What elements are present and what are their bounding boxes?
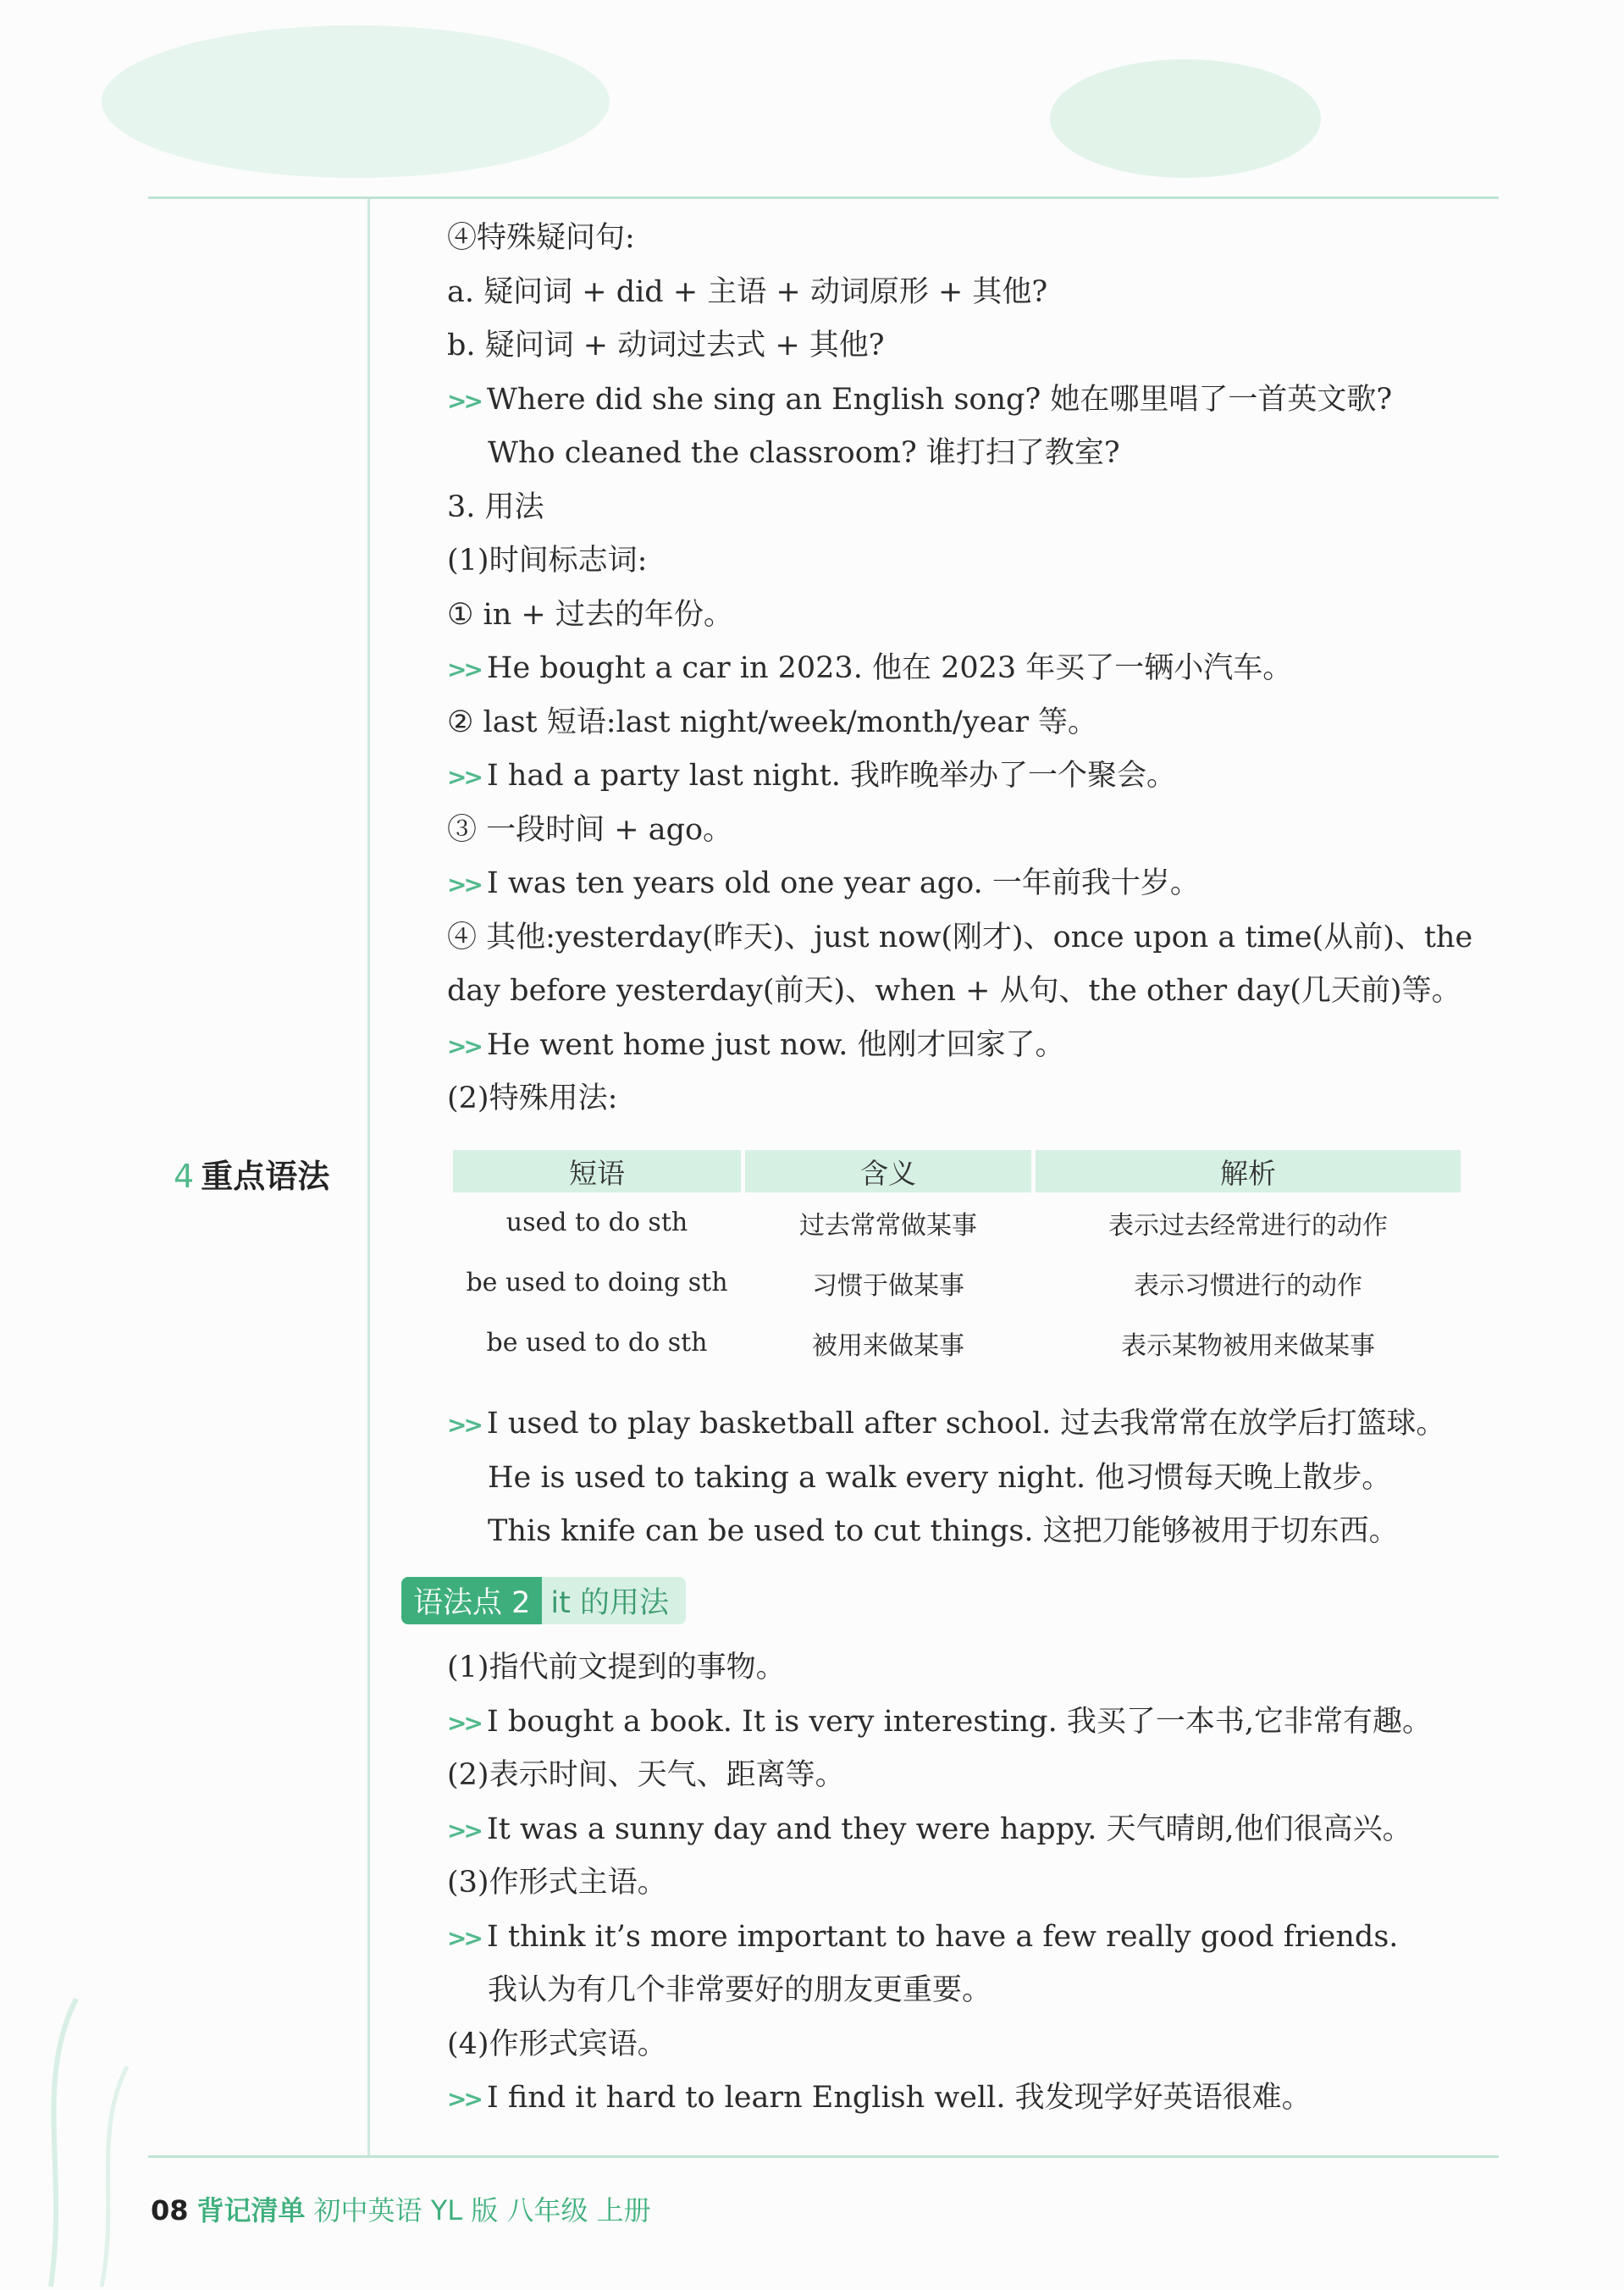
line-text: I think it’s more important to have a few really good friends. bbox=[486, 1919, 1399, 1954]
example-line bbox=[447, 1026, 1065, 1066]
example-arrow-icon: >> bbox=[447, 655, 480, 683]
line-text: I was ten years old one year ago. 一年前我十岁。 bbox=[486, 866, 1200, 900]
example-arrow-icon: >> bbox=[447, 1816, 480, 1845]
table-row bbox=[453, 1313, 1461, 1373]
line-text: I used to play basketball after school. 过去我常常在放学后打篮球。 bbox=[486, 1407, 1446, 1441]
example-line bbox=[447, 1702, 1432, 1743]
line-text: 3. 用法 bbox=[447, 490, 544, 524]
header-rule bbox=[148, 196, 1499, 199]
text-line bbox=[447, 488, 544, 527]
grammar-point-badge: 语法点 2 bbox=[401, 1577, 542, 1624]
sidebar-divider bbox=[367, 199, 370, 2155]
series-name: 背记清单 bbox=[196, 2194, 306, 2226]
line-text: 我认为有几个非常要好的朋友更重要。 bbox=[488, 1973, 992, 2007]
grammar-point-heading bbox=[401, 1577, 686, 1624]
table-cell: 被用来做某事 bbox=[812, 1330, 964, 1361]
section-label bbox=[174, 1150, 329, 1197]
example-arrow-icon: >> bbox=[447, 1411, 480, 1439]
text-line bbox=[488, 1458, 1391, 1497]
line-text: Who cleaned the classroom? 谁打扫了教室? bbox=[488, 436, 1120, 470]
text-line bbox=[447, 810, 732, 849]
line-text: I bought a book. It is very interesting. 我买了一本书,它非常有趣。 bbox=[486, 1704, 1432, 1739]
table-cell: 过去常常做某事 bbox=[799, 1210, 977, 1241]
table-cell: be used to doing sth bbox=[466, 1268, 728, 1297]
example-line bbox=[447, 380, 1392, 421]
example-line bbox=[447, 1404, 1445, 1445]
table-cell: 表示过去经常进行的动作 bbox=[1108, 1210, 1388, 1241]
text-line bbox=[488, 434, 1120, 473]
text-line bbox=[447, 1648, 786, 1687]
page-number: 08 bbox=[151, 2194, 189, 2226]
text-line bbox=[447, 1079, 617, 1118]
line-text: day before yesterday(前天)、when + 从句、the other day(几天前)等。 bbox=[447, 974, 1461, 1008]
line-text: He is used to taking a walk every night. 他习惯每天晚上散步。 bbox=[488, 1460, 1392, 1495]
line-text: He bought a car in 2023. 他在 2023 年买了一辆小汽车。 bbox=[486, 651, 1293, 685]
text-line bbox=[447, 273, 1047, 312]
example-line bbox=[447, 864, 1200, 904]
text-line bbox=[447, 703, 1097, 742]
line-text: I find it hard to learn English well. 我发现学好英语很难。 bbox=[486, 2081, 1312, 2115]
line-text: This knife can be used to cut things. 这把刀能够被用于切东西。 bbox=[488, 1514, 1399, 1548]
line-text: ③ 一段时间 + ago。 bbox=[447, 812, 733, 847]
line-text: b. 疑问词 + 动词过去式 + 其他? bbox=[447, 329, 885, 362]
text-line bbox=[447, 1863, 667, 1902]
table-header-cell: 短语 bbox=[453, 1150, 741, 1192]
book-title: 初中英语 YL 版 八年级 上册 bbox=[313, 2194, 651, 2226]
example-line bbox=[447, 1917, 1398, 1958]
example-arrow-icon: >> bbox=[447, 2085, 480, 2113]
line-text: Where did she sing an English song? 她在哪里唱了一首英文歌? bbox=[486, 382, 1393, 417]
example-line bbox=[447, 649, 1292, 689]
example-line bbox=[447, 756, 1176, 797]
table-header bbox=[453, 1150, 1461, 1192]
text-line bbox=[488, 1512, 1399, 1551]
footer-rule bbox=[148, 2155, 1499, 2158]
table-header-cell: 含义 bbox=[745, 1150, 1031, 1192]
example-arrow-icon: >> bbox=[447, 386, 480, 415]
example-arrow-icon: >> bbox=[447, 1923, 480, 1952]
text-line bbox=[488, 1971, 992, 2010]
line-text: (2)特殊用法: bbox=[447, 1081, 618, 1115]
text-line bbox=[447, 541, 647, 580]
line-text: ② last 短语:last night/week/month/year 等。 bbox=[447, 705, 1098, 739]
line-text: (3)作形式主语。 bbox=[447, 1866, 667, 1900]
table-header-cell: 解析 bbox=[1036, 1150, 1461, 1192]
table-cell: 表示习惯进行的动作 bbox=[1134, 1270, 1362, 1301]
table-row bbox=[453, 1192, 1461, 1253]
table-cell: used to do sth bbox=[505, 1208, 688, 1237]
line-text: ① in + 过去的年份。 bbox=[447, 597, 733, 632]
text-line bbox=[447, 971, 1461, 1010]
page-footer bbox=[151, 2189, 651, 2228]
line-text: I had a party last night. 我昨晚举办了一个聚会。 bbox=[486, 759, 1176, 793]
table-row bbox=[453, 1253, 1461, 1313]
line-text: ④特殊疑问句: bbox=[447, 221, 635, 255]
example-arrow-icon: >> bbox=[447, 1708, 480, 1737]
section-title: 重点语法 bbox=[201, 1158, 330, 1195]
section-number: 4 bbox=[174, 1158, 195, 1195]
line-text: It was a sunny day and they were happy. 天气晴朗,他们很高兴。 bbox=[486, 1812, 1412, 1846]
line-text: a. 疑问词 + did + 主语 + 动词原形 + 其他? bbox=[447, 274, 1048, 309]
text-line bbox=[447, 326, 885, 365]
line-text: (1)时间标志词: bbox=[447, 544, 648, 578]
example-line bbox=[447, 1810, 1412, 1850]
table-cell: 表示某物被用来做某事 bbox=[1121, 1330, 1375, 1361]
line-text: (2)表示时间、天气、距离等。 bbox=[447, 1758, 845, 1792]
text-line bbox=[447, 1756, 845, 1795]
example-arrow-icon: >> bbox=[447, 1032, 480, 1060]
text-line bbox=[447, 595, 733, 634]
table-cell: be used to do sth bbox=[486, 1328, 708, 1358]
example-line bbox=[447, 2078, 1312, 2119]
line-text: (4)作形式宾语。 bbox=[447, 2027, 667, 2061]
grammar-point-title: it 的用法 bbox=[542, 1577, 686, 1624]
line-text: ④ 其他:yesterday(昨天)、just now(刚才)、once upon a time(从前)、the bbox=[447, 920, 1473, 954]
text-line bbox=[447, 918, 1472, 957]
example-arrow-icon: >> bbox=[447, 871, 480, 899]
text-line bbox=[447, 218, 635, 257]
line-text: (1)指代前文提到的事物。 bbox=[447, 1651, 786, 1684]
example-arrow-icon: >> bbox=[447, 763, 480, 791]
usage-table bbox=[453, 1150, 1461, 1373]
table-cell: 习惯于做某事 bbox=[812, 1270, 964, 1301]
line-text: He went home just now. 他刚才回家了。 bbox=[486, 1027, 1065, 1062]
text-line bbox=[447, 2025, 667, 2064]
